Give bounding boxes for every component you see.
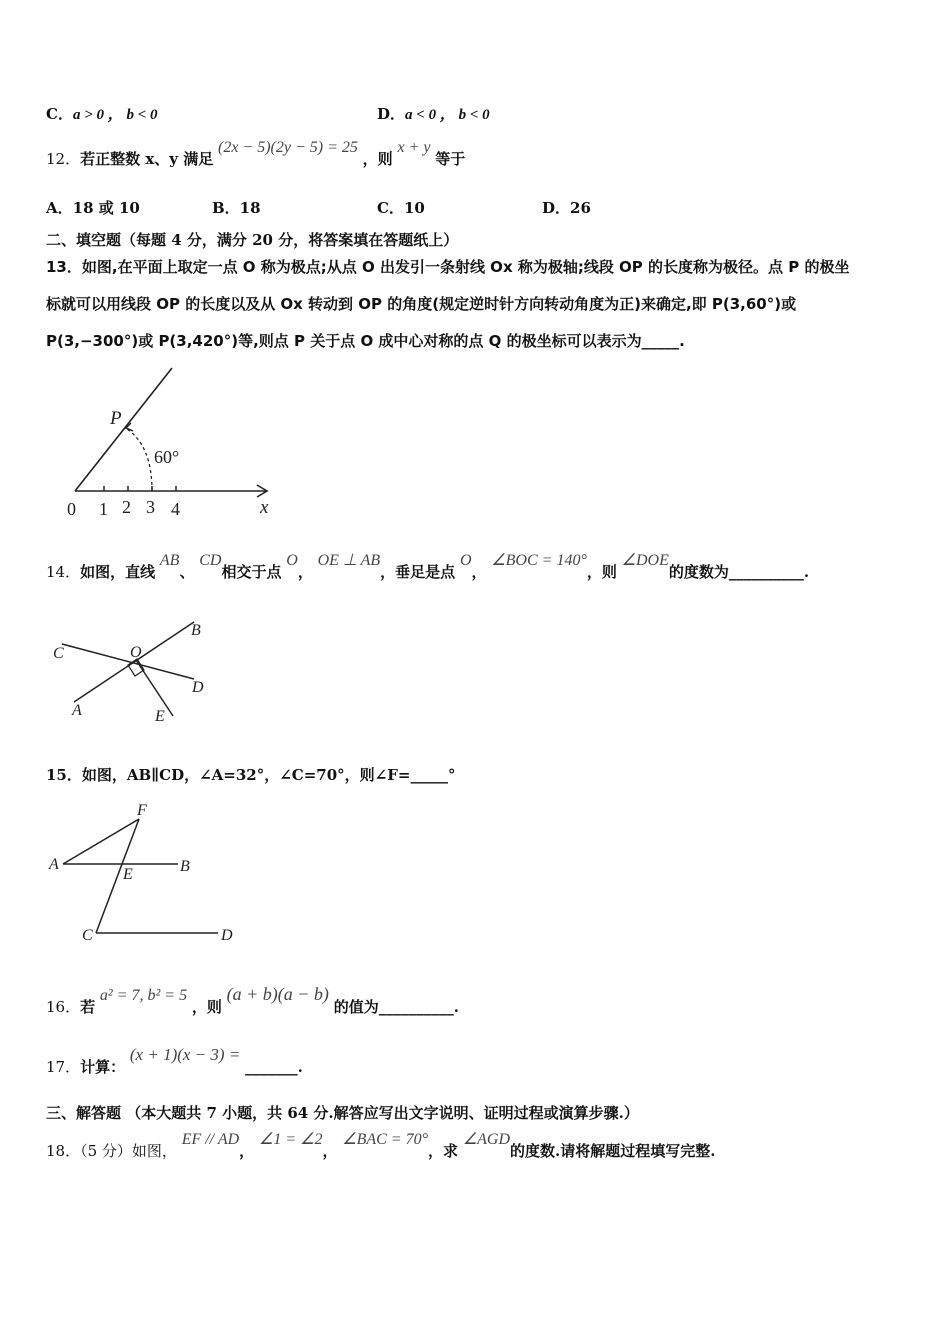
q12-expression: x + y — [397, 139, 431, 156]
tick-label-2: 2 — [122, 497, 131, 517]
q13-line3: P(3,−300°)或 P(3,420°)等,则点 P 关于点 O 成中心对称的点 Q 的极坐标可以表示为_____. — [46, 332, 685, 350]
label-e: E — [123, 866, 133, 883]
line-af — [63, 819, 139, 864]
angle-arc — [127, 429, 152, 491]
q13-line2: 标就可以用线段 OP 的长度以及从 Ox 转动到 OP 的角度(规定逆时针方向转动角度为正)来确定,即 P(3,60°)或 — [46, 295, 797, 313]
q14-stem: 14．如图，直线 AB、 CD相交于点 O， OE ⊥ AB，垂足是点 O， ∠BOC = 140°，则 ∠DOE的度数为__________. — [46, 552, 810, 581]
q13-figure — [58, 360, 288, 525]
label-o: O — [130, 644, 142, 661]
label-c: C — [82, 927, 93, 944]
q11-option-c: C．a > 0 ， b < 0 — [46, 105, 158, 123]
label-b: B — [191, 622, 201, 639]
q14-figure — [48, 615, 223, 730]
q12-option-c: C．10 — [377, 199, 425, 217]
q15-figure — [46, 800, 246, 948]
tick-label-1: 1 — [99, 499, 108, 519]
tick-label-0: 0 — [67, 499, 76, 519]
q15-stem: 15．如图，AB∥CD，∠A=32°，∠C=70°，则∠F=_____° — [46, 766, 456, 784]
label-f: F — [137, 802, 147, 819]
label-c: C — [53, 645, 64, 662]
q16-stem: 16．若 a² = 7, b² = 5 ，则 (a + b)(a − b) 的值为__________. — [46, 984, 459, 1016]
label-a: A — [72, 702, 82, 719]
q11-option-c-math: a > 0 ， b < 0 — [72, 107, 158, 123]
polar-ray-op — [75, 368, 172, 491]
q12-stem: 12．若正整数 x、y 满足 (2x − 5)(2y − 5) = 25 ，则 x + y 等于 — [46, 139, 466, 168]
q12-option-a: A．18 或 10 — [46, 199, 140, 217]
section3-title: 三、解答题 （本大题共 7 小题，共 64 分.解答应写出文字说明、证明过程或演算步骤.） — [46, 1104, 639, 1122]
q17-stem: 17．计算： (x + 1)(x − 3) = _______. — [46, 1045, 303, 1076]
label-e: E — [155, 708, 165, 725]
q12-option-b: B．18 — [212, 199, 261, 217]
q13-line1: 13．如图,在平面上取定一点 O 称为极点;从点 O 出发引一条射线 Ox 称为极轴;线段 OP 的长度称为极径。点 P 的极坐 — [46, 258, 850, 276]
q12-option-d: D．26 — [542, 199, 591, 217]
q16-given: a² = 7, b² = 5 — [99, 987, 188, 1004]
q17-expression: (x + 1)(x − 3) = — [129, 1045, 241, 1064]
label-d: D — [192, 679, 204, 696]
label-a: A — [49, 856, 59, 873]
q11-option-d-math: a < 0 ， b < 0 — [405, 107, 490, 123]
q16-expression: (a + b)(a − b) — [226, 984, 329, 1004]
section2-title: 二、填空题（每题 4 分，满分 20 分，将答案填在答题纸上） — [46, 231, 459, 249]
line-ab — [74, 622, 194, 702]
line-cd — [62, 644, 194, 679]
label-d: D — [221, 927, 233, 944]
label-p: P — [110, 408, 122, 429]
tick-label-3: 3 — [146, 497, 155, 517]
label-b: B — [180, 858, 190, 875]
label-angle: 60° — [154, 447, 180, 467]
tick-label-4: 4 — [171, 499, 180, 519]
q11-option-d: D．a < 0 ， b < 0 — [377, 105, 490, 123]
q18-stem: 18．（5 分）如图， EF // AD， ∠1 = ∠2， ∠BAC = 70°，求 ∠AGD的度数.请将解题过程填写完整. — [46, 1131, 716, 1160]
label-x: x — [260, 497, 269, 518]
q12-equation: (2x − 5)(2y − 5) = 25 — [217, 139, 358, 156]
